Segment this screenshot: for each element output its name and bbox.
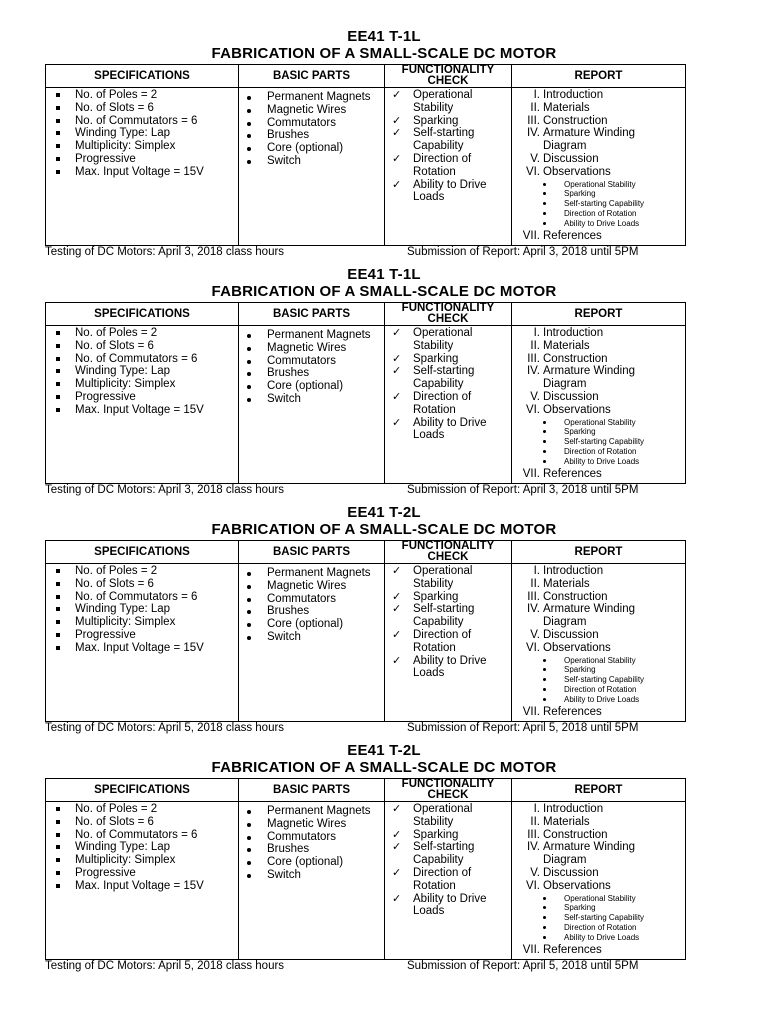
functionality-check-item: ✓ Direction of Rotation [385,391,505,417]
course-code: EE41 T-1L [347,266,421,283]
basic-part-item: Permanent Magnets [239,567,376,580]
specification-item: No. of Slots = 6 [46,340,238,353]
report-section-numeral: I. [533,565,540,577]
report-section-label: Armature Winding Diagram [543,841,636,867]
report-section-item [512,391,679,404]
observation-item: Ability to Drive Loads [512,457,679,467]
report-section-item [512,468,679,481]
header-basic-parts: BASIC PARTS [239,541,385,564]
specification-item: Progressive [46,629,238,642]
report-section-numeral: I. [533,327,540,339]
report-section-numeral: VII. [522,230,540,243]
report-submission-schedule: Submission of Report: April 5, 2018 until 5PM [407,960,639,972]
observation-item: Direction of Rotation [512,923,679,933]
functionality-check-list [385,565,511,680]
project-title: FABRICATION OF A SMALL-SCALE DC MOTOR [211,283,557,300]
observation-item: Self-starting Capability [512,675,679,685]
observations-sublist [512,894,679,944]
assignment-block [0,29,768,265]
requirements-table [45,302,686,484]
observation-item: Sparking [512,189,679,199]
report-section-label: Discussion [543,628,599,641]
basic-part-item: Brushes [239,129,376,142]
specification-item: No. of Slots = 6 [46,578,238,591]
basic-parts-cell [239,802,385,960]
specification-item: No. of Poles = 2 [46,327,238,340]
report-section-numeral: II. [530,101,540,114]
specification-item: Multiplicity: Simplex [46,140,238,153]
report-section-item [512,365,679,391]
report-section-numeral: II. [530,339,540,352]
observation-item: Ability to Drive Loads [512,933,679,943]
basic-parts-cell [239,564,385,722]
header-report: REPORT [512,65,686,88]
specifications-list [46,803,238,893]
report-section-item [512,340,679,353]
report-section-item [512,642,679,655]
report-section-numeral: VII. [522,706,540,719]
basic-parts-list [239,803,384,882]
observation-item: Operational Stability [512,180,679,190]
observation-item: Direction of Rotation [512,685,679,695]
header-report: REPORT [512,779,686,802]
functionality-check-item: ✓ Sparking [385,829,505,842]
report-section-item [512,603,679,629]
header-functionality-check: FUNCTIONALITY CHECK [385,779,512,802]
basic-part-item: Core (optional) [239,380,376,393]
observation-item: Ability to Drive Loads [512,219,679,229]
specifications-cell [46,802,239,960]
functionality-check-item: ✓ Ability to Drive Loads [385,893,505,919]
table-body-row [46,88,686,246]
report-section-label: Construction [543,352,608,365]
basic-parts-cell [239,88,385,246]
specification-item: Winding Type: Lap [46,365,238,378]
report-section-label: Discussion [543,390,599,403]
header-specifications: SPECIFICATIONS [46,65,239,88]
report-section-item [512,327,679,340]
table-body-row [46,802,686,960]
report-section-item [512,353,679,366]
specification-item: Max. Input Voltage = 15V [46,642,238,655]
requirements-table [45,540,686,722]
basic-part-item: Magnetic Wires [239,104,376,117]
report-section-item [512,565,679,578]
testing-schedule: Testing of DC Motors: April 5, 2018 class hours [45,722,285,734]
assignment-block [0,505,768,741]
basic-part-item: Switch [239,393,376,406]
observations-sublist [512,418,679,468]
specification-item: No. of Commutators = 6 [46,353,238,366]
report-section-label: References [543,944,602,957]
report-section-numeral: VII. [522,944,540,957]
report-section-numeral: VI. [525,403,540,416]
specification-item: Max. Input Voltage = 15V [46,880,238,893]
specification-item: Multiplicity: Simplex [46,378,238,391]
report-section-label: Discussion [543,866,599,879]
report-section-numeral: III. [527,352,540,365]
report-section-item [512,115,679,128]
observation-item: Sparking [512,903,679,913]
report-section-numeral: VI. [525,165,540,178]
report-section-item [512,102,679,115]
assignment-block [0,267,768,503]
header-specifications: SPECIFICATIONS [46,303,239,326]
functionality-check-list [385,803,511,918]
functionality-check-item: ✓ Sparking [385,591,505,604]
functionality-check-item: ✓ Direction of Rotation [385,867,505,893]
report-section-item [512,706,679,719]
basic-part-item: Commutators [239,593,376,606]
report-section-label: References [543,706,602,719]
functionality-check-item: ✓ Operational Stability [385,803,505,829]
report-section-item [512,153,679,166]
report-section-item [512,404,679,417]
report-section-numeral: VI. [525,641,540,654]
observations-sublist [512,180,679,230]
table-header-row [46,303,686,326]
basic-part-item: Core (optional) [239,856,376,869]
specification-item: No. of Poles = 2 [46,89,238,102]
basic-part-item: Commutators [239,117,376,130]
specifications-cell [46,564,239,722]
project-title: FABRICATION OF A SMALL-SCALE DC MOTOR [211,759,557,776]
observation-item: Operational Stability [512,894,679,904]
specifications-list [46,89,238,179]
header-report: REPORT [512,303,686,326]
report-section-label: Observations [543,165,611,178]
report-section-numeral: IV. [526,603,540,616]
testing-schedule: Testing of DC Motors: April 3, 2018 class hours [45,484,285,496]
functionality-check-list [385,327,511,442]
basic-part-item: Permanent Magnets [239,329,376,342]
testing-schedule: Testing of DC Motors: April 5, 2018 class hours [45,960,285,972]
report-section-item [512,89,679,102]
specification-item: No. of Commutators = 6 [46,591,238,604]
report-section-label: Observations [543,403,611,416]
specification-item: No. of Slots = 6 [46,102,238,115]
course-code: EE41 T-2L [347,504,421,521]
report-section-label: Introduction [543,803,604,815]
functionality-check-item: ✓ Self-starting Capability [385,127,505,153]
report-section-label: Armature Winding Diagram [543,127,636,153]
report-section-numeral: IV. [526,841,540,854]
header-functionality-check: FUNCTIONALITY CHECK [385,303,512,326]
report-outline [512,565,685,719]
observation-item: Operational Stability [512,656,679,666]
report-cell [512,326,686,484]
report-section-numeral: I. [533,803,540,815]
report-section-label: Introduction [543,89,604,101]
functionality-check-item: ✓ Ability to Drive Loads [385,417,505,443]
report-submission-schedule: Submission of Report: April 3, 2018 until 5PM [407,484,639,496]
report-section-label: Armature Winding Diagram [543,603,636,629]
report-section-item [512,829,679,842]
report-section-item [512,867,679,880]
header-specifications: SPECIFICATIONS [46,779,239,802]
specifications-list [46,565,238,655]
functionality-check-list [385,89,511,204]
table-body-row [46,564,686,722]
report-cell [512,88,686,246]
report-section-label: References [543,468,602,481]
report-section-numeral: IV. [526,127,540,140]
specification-item: Max. Input Voltage = 15V [46,404,238,417]
report-section-label: References [543,230,602,243]
table-header-row [46,65,686,88]
report-section-numeral: IV. [526,365,540,378]
report-section-label: Discussion [543,152,599,165]
basic-parts-list [239,89,384,168]
basic-part-item: Switch [239,155,376,168]
report-section-label: Materials [543,339,590,352]
testing-schedule: Testing of DC Motors: April 3, 2018 class hours [45,246,285,258]
table-header-row [46,779,686,802]
report-section-item [512,166,679,179]
observation-item: Sparking [512,427,679,437]
specification-item: No. of Commutators = 6 [46,829,238,842]
basic-part-item: Switch [239,631,376,644]
observation-item: Operational Stability [512,418,679,428]
basic-part-item: Permanent Magnets [239,91,376,104]
report-section-label: Armature Winding Diagram [543,365,636,391]
report-cell [512,802,686,960]
header-report: REPORT [512,541,686,564]
observation-item: Self-starting Capability [512,437,679,447]
report-section-label: Introduction [543,327,604,339]
specification-item: No. of Commutators = 6 [46,115,238,128]
observation-item: Sparking [512,665,679,675]
report-section-label: Construction [543,590,608,603]
specification-item: Progressive [46,391,238,404]
functionality-check-cell [385,88,512,246]
report-outline [512,89,685,243]
project-title: FABRICATION OF A SMALL-SCALE DC MOTOR [211,521,557,538]
functionality-check-cell [385,564,512,722]
report-section-numeral: VI. [525,879,540,892]
header-functionality-check: FUNCTIONALITY CHECK [385,65,512,88]
basic-part-item: Core (optional) [239,142,376,155]
report-section-numeral: I. [533,89,540,101]
report-section-numeral: II. [530,815,540,828]
report-section-item [512,816,679,829]
course-code: EE41 T-1L [347,28,421,45]
report-section-label: Construction [543,114,608,127]
functionality-check-item: ✓ Self-starting Capability [385,365,505,391]
report-section-item [512,578,679,591]
functionality-check-item: ✓ Operational Stability [385,327,505,353]
requirements-table [45,778,686,960]
specifications-cell [46,88,239,246]
observation-item: Self-starting Capability [512,199,679,209]
report-section-numeral: III. [527,828,540,841]
report-section-item [512,629,679,642]
course-code: EE41 T-2L [347,742,421,759]
project-title: FABRICATION OF A SMALL-SCALE DC MOTOR [211,45,557,62]
report-section-item [512,127,679,153]
assignment-block [0,743,768,979]
basic-parts-cell [239,326,385,484]
basic-parts-list [239,565,384,644]
report-section-numeral: V. [530,628,540,641]
header-basic-parts: BASIC PARTS [239,303,385,326]
basic-part-item: Magnetic Wires [239,818,376,831]
basic-part-item: Brushes [239,367,376,380]
report-section-numeral: III. [527,114,540,127]
functionality-check-item: ✓ Direction of Rotation [385,153,505,179]
report-section-item [512,841,679,867]
report-section-item [512,803,679,816]
basic-part-item: Commutators [239,355,376,368]
report-outline [512,327,685,481]
report-submission-schedule: Submission of Report: April 3, 2018 until 5PM [407,246,639,258]
functionality-check-item: ✓ Sparking [385,115,505,128]
report-cell [512,564,686,722]
report-section-numeral: II. [530,577,540,590]
basic-part-item: Commutators [239,831,376,844]
report-section-label: Construction [543,828,608,841]
functionality-check-item: ✓ Self-starting Capability [385,841,505,867]
specification-item: No. of Poles = 2 [46,565,238,578]
report-section-numeral: VII. [522,468,540,481]
functionality-check-cell [385,326,512,484]
functionality-check-item: ✓ Operational Stability [385,89,505,115]
observation-item: Direction of Rotation [512,447,679,457]
specifications-cell [46,326,239,484]
report-section-numeral: V. [530,390,540,403]
observation-item: Self-starting Capability [512,913,679,923]
basic-part-item: Brushes [239,605,376,618]
functionality-check-item: ✓ Operational Stability [385,565,505,591]
observation-item: Ability to Drive Loads [512,695,679,705]
specification-item: No. of Slots = 6 [46,816,238,829]
observation-item: Direction of Rotation [512,209,679,219]
report-section-item [512,591,679,604]
basic-part-item: Switch [239,869,376,882]
report-section-item [512,944,679,957]
requirements-table [45,64,686,246]
report-section-label: Materials [543,577,590,590]
basic-part-item: Permanent Magnets [239,805,376,818]
report-outline [512,803,685,957]
specification-item: Multiplicity: Simplex [46,854,238,867]
basic-part-item: Core (optional) [239,618,376,631]
functionality-check-item: ✓ Ability to Drive Loads [385,179,505,205]
report-section-item [512,230,679,243]
observations-sublist [512,656,679,706]
basic-parts-list [239,327,384,406]
report-section-label: Introduction [543,565,604,577]
report-section-item [512,880,679,893]
basic-part-item: Brushes [239,843,376,856]
report-section-label: Observations [543,879,611,892]
report-section-numeral: V. [530,866,540,879]
functionality-check-item: ✓ Sparking [385,353,505,366]
table-header-row [46,541,686,564]
functionality-check-item: ✓ Direction of Rotation [385,629,505,655]
header-specifications: SPECIFICATIONS [46,541,239,564]
basic-part-item: Magnetic Wires [239,580,376,593]
specifications-list [46,327,238,417]
specification-item: Winding Type: Lap [46,127,238,140]
functionality-check-item: ✓ Self-starting Capability [385,603,505,629]
specification-item: Progressive [46,153,238,166]
specification-item: No. of Poles = 2 [46,803,238,816]
report-section-label: Materials [543,101,590,114]
report-section-numeral: III. [527,590,540,603]
header-basic-parts: BASIC PARTS [239,65,385,88]
specification-item: Multiplicity: Simplex [46,616,238,629]
functionality-check-cell [385,802,512,960]
report-section-label: Observations [543,641,611,654]
specification-item: Max. Input Voltage = 15V [46,166,238,179]
header-basic-parts: BASIC PARTS [239,779,385,802]
specification-item: Winding Type: Lap [46,603,238,616]
specification-item: Progressive [46,867,238,880]
report-submission-schedule: Submission of Report: April 5, 2018 until 5PM [407,722,639,734]
specification-item: Winding Type: Lap [46,841,238,854]
table-body-row [46,326,686,484]
functionality-check-item: ✓ Ability to Drive Loads [385,655,505,681]
header-functionality-check: FUNCTIONALITY CHECK [385,541,512,564]
report-section-numeral: V. [530,152,540,165]
basic-part-item: Magnetic Wires [239,342,376,355]
report-section-label: Materials [543,815,590,828]
